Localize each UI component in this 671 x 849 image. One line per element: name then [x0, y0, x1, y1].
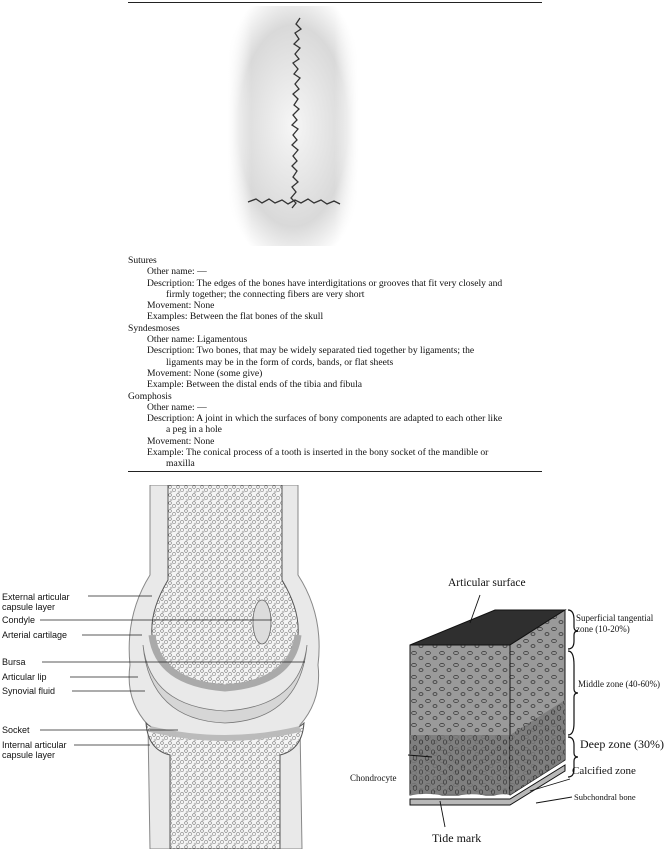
- field-line: Other name: Ligamentous: [147, 334, 248, 346]
- field-line: Movement: None (some give): [147, 367, 263, 379]
- section-field: [128, 334, 548, 345]
- tide-mark-line: [410, 795, 510, 799]
- label-deep-zone: Deep zone (30%): [580, 737, 664, 751]
- section-title: Sutures: [128, 255, 157, 266]
- lower-bone: [146, 723, 304, 849]
- section-field: [128, 447, 548, 470]
- label-subchondral-bone: Subchondral bone: [574, 792, 636, 802]
- joint-types-text: [128, 255, 548, 470]
- section-field: [128, 379, 548, 390]
- bottom-rule: [128, 471, 542, 472]
- section-field: [128, 266, 548, 277]
- upper-bone: [152, 485, 298, 685]
- label-articular-surface: Articular surface: [448, 577, 526, 589]
- section-field: [128, 300, 548, 311]
- field-line: ligaments may be in the form of cords, bands, or flat sheets: [166, 356, 394, 368]
- section-field: [128, 278, 548, 301]
- section-field: [128, 436, 548, 447]
- label-tide-mark: Tide mark: [432, 831, 482, 845]
- label-middle-zone: Middle zone (40-60%): [578, 679, 660, 689]
- suture-illustration: [228, 6, 358, 246]
- field-line: Other name: —: [147, 266, 207, 278]
- section-title: Syndesmoses: [128, 322, 180, 334]
- field-line: Other name: —: [147, 401, 207, 413]
- label-superficial-zone: Superficial tangential zone (10-20%): [576, 613, 654, 634]
- label-bursa: Bursa: [2, 657, 26, 667]
- label-synovial-fluid: Synovial fluid: [2, 686, 56, 696]
- knee-joint-diagram: [0, 485, 360, 849]
- field-line: Example: The conical process of a tooth is inserted in the bony socket of the mandible or: [147, 447, 489, 459]
- field-line: Description: The edges of the bones have interdigitations or grooves that fit very closely and: [147, 277, 503, 289]
- section-field: [128, 345, 548, 368]
- field-line: Movement: None: [147, 435, 215, 447]
- bursa: [253, 600, 271, 644]
- section-field: [128, 368, 548, 379]
- section-field: [128, 311, 548, 322]
- field-line: Examples: Between the flat bones of the skull: [147, 311, 324, 323]
- label-external-capsule: External articular capsule layer: [2, 592, 70, 612]
- label-internal-capsule: Internal articular capsule layer: [2, 740, 67, 760]
- section-field: [128, 402, 548, 413]
- section-field: [128, 413, 548, 436]
- field-line: Description: A joint in which the surfaces of bony components are adapted to each other like: [147, 413, 503, 425]
- field-line: firmly together; the connecting fibers are very short: [166, 288, 365, 300]
- section-title: Gomphosis: [128, 390, 172, 402]
- articular-cartilage-diagram: [340, 565, 671, 849]
- label-condyle: Condyle: [2, 615, 36, 625]
- field-line: maxilla: [166, 458, 195, 470]
- field-line: Movement: None: [147, 300, 215, 312]
- label-chondrocyte: Chondrocyte: [350, 773, 397, 783]
- field-line: Example: Between the distal ends of the tibia and fibula: [147, 379, 362, 391]
- field-line: Description: Two bones, that may be widely separated tied together by ligaments; the: [147, 345, 475, 357]
- label-calcified-zone: Calcified zone: [572, 765, 636, 777]
- field-line: a peg in a hole: [166, 424, 222, 436]
- label-arterial-cartilage: Arterial cartilage: [2, 630, 68, 640]
- label-socket: Socket: [2, 725, 30, 735]
- top-rule: [128, 2, 542, 3]
- label-articular-lip: Articular lip: [2, 672, 47, 682]
